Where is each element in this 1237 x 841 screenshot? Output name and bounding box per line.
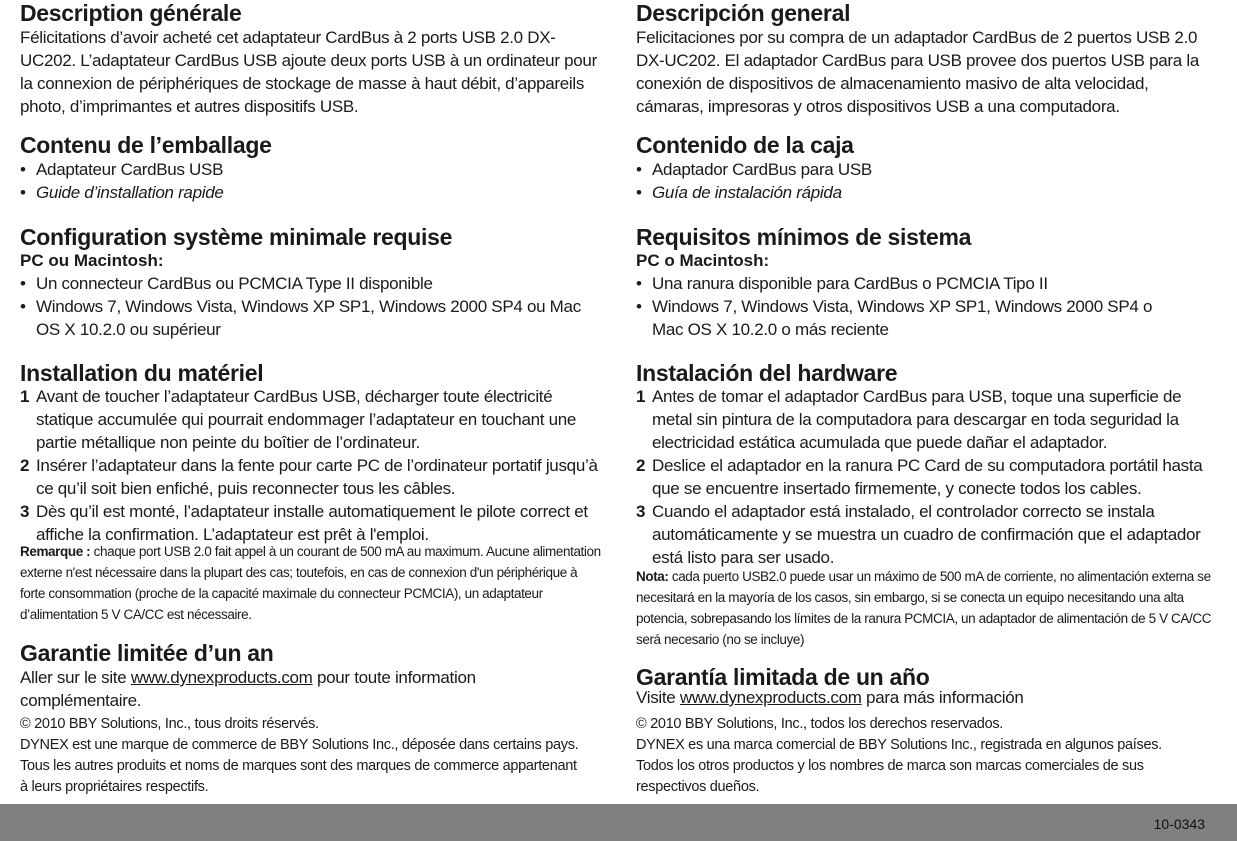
overview-title-fr: Description générale bbox=[20, 0, 242, 26]
warranty-title-fr: Garantie limitée d’un an bbox=[20, 640, 274, 666]
requirements-title-es: Requisitos mínimos de sistema bbox=[636, 224, 972, 250]
warranty-text-fr bbox=[20, 666, 540, 712]
step-item bbox=[20, 500, 600, 546]
document-code: 10-0343 bbox=[1153, 816, 1205, 832]
package-list-fr bbox=[20, 158, 600, 204]
package-item-fr-1: Adaptateur CardBus USB bbox=[36, 160, 224, 179]
package-item-es-2: Guía de instalación rápida bbox=[652, 183, 842, 202]
requirements-item-es-2: Windows 7, Windows Vista, Windows XP SP1, Windows 2000 SP4 o Mac OS X 10.2.0 o más reciente bbox=[652, 297, 1153, 339]
install-steps-es bbox=[636, 385, 1221, 569]
requirements-item-fr-2: Windows 7, Windows Vista, Windows XP SP1, Windows 2000 SP4 ou Mac OS X 10.2.0 ou supérieur bbox=[36, 297, 581, 339]
package-title-fr: Contenu de l’emballage bbox=[20, 132, 272, 158]
warranty-post-fr: pour toute information complémentaire. bbox=[20, 668, 476, 710]
step-text: Deslice el adaptador en la ranura PC Card de su computadora portátil hasta que se encuentre insertado firmemente, y conecte todos los cables. bbox=[652, 456, 1203, 498]
overview-text-es: Felicitaciones por su compra de un adaptador CardBus de 2 puertos USB 2.0 DX-UC202. El adaptador CardBus para USB provee dos puertos USB para la conexión de dispositivos de almacenamiento masivo de alta velocidad, cámaras, impresoras y otros dispositivos USB a una computadora. bbox=[636, 28, 1199, 116]
step-number: 1 bbox=[20, 387, 30, 406]
warranty-pre-es: Visite bbox=[636, 688, 680, 707]
copyright-es: © 2010 BBY Solutions, Inc., todos los derechos reservados. bbox=[636, 716, 1004, 732]
list-item: • Guide d’installation rapide bbox=[20, 183, 224, 202]
website-link-fr[interactable]: www.dynexproducts.com bbox=[130, 668, 313, 687]
requirements-list-fr bbox=[20, 272, 600, 341]
note-es bbox=[636, 566, 1221, 650]
package-title-es: Contenido de la caja bbox=[636, 132, 854, 158]
step-item bbox=[636, 454, 1221, 500]
step-number: 3 bbox=[636, 502, 646, 521]
requirements-title-fr: Configuration système minimale requise bbox=[20, 224, 453, 250]
step-item bbox=[636, 385, 1221, 454]
install-title-fr: Installation du matériel bbox=[20, 360, 264, 386]
overview-title-es: Descripción general bbox=[636, 0, 851, 26]
note-text-fr: chaque port USB 2.0 fait appel à un courant de 500 mA au maximum. Aucune alimentation externe n'est nécessaire dans la plupart des cas; toutefois, en cas de connexion d'un périphérique à forte consommation (proche de la capacité maximale du connecteur PCMCIA), un adaptateur d’alimentation 5 V CA/CC est nécessaire. bbox=[20, 544, 601, 622]
step-text: Avant de toucher l’adaptateur CardBus USB, décharger toute électricité statique accumulée qui pourrait endommager l’adaptateur en touchant une partie métallique non peinte du boîtier de l’ordinateur. bbox=[36, 387, 577, 452]
trademark-fr: DYNEX est une marque de commerce de BBY Solutions Inc., déposée dans certains pays. Tous les autres produits et noms de marques sont des marques de commerce appartenant à leurs propriétaires respectifs. bbox=[20, 737, 579, 795]
step-number: 3 bbox=[20, 502, 30, 521]
list-item: • Un connecteur CardBus ou PCMCIA Type II disponible bbox=[20, 274, 433, 293]
website-link-es[interactable]: www.dynexproducts.com bbox=[679, 688, 862, 707]
package-list-es bbox=[636, 158, 1216, 204]
step-item bbox=[636, 500, 1221, 569]
list-item: • Guía de instalación rápida bbox=[636, 183, 842, 202]
trademark-es: DYNEX es una marca comercial de BBY Solutions Inc., registrada en algunos países. Todos los otros productos y los nombres de marca son marcas comerciales de sus respectivos dueños. bbox=[636, 737, 1162, 795]
step-text: Insérer l’adaptateur dans la fente pour carte PC de l’ordinateur portatif jusqu’à ce qu’il soit bien enfiché, puis reconnecter tous les câbles. bbox=[36, 456, 598, 498]
list-item: • Adaptador CardBus para USB bbox=[636, 160, 872, 179]
note-label-es: Nota: bbox=[636, 569, 669, 584]
step-text: Antes de tomar el adaptador CardBus para USB, toque una superficie de metal sin pintura de la computadora para descargar en toda seguridad la electricidad estática acumulada que puede dañar el adaptador. bbox=[652, 387, 1182, 452]
warranty-pre-fr: Aller sur le site bbox=[20, 668, 131, 687]
step-item bbox=[20, 385, 600, 454]
install-steps-fr bbox=[20, 385, 600, 546]
step-number: 1 bbox=[636, 387, 646, 406]
package-item-fr-2: Guide d’installation rapide bbox=[36, 183, 224, 202]
list-item: • Windows 7, Windows Vista, Windows XP SP1, Windows 2000 SP4 o Mac OS X 10.2.0 o más reciente bbox=[636, 297, 1153, 339]
copyright-fr: © 2010 BBY Solutions, Inc., tous droits réservés. bbox=[20, 716, 319, 732]
requirements-sub-es: PC o Macintosh: bbox=[636, 251, 770, 270]
requirements-item-fr-1: Un connecteur CardBus ou PCMCIA Type II disponible bbox=[36, 274, 433, 293]
warranty-title-es: Garantía limitada de un año bbox=[636, 664, 930, 690]
step-text: Dès qu’il est monté, l’adaptateur installe automatiquement le pilote correct et affiche la confirmation. L’adaptateur est prêt à l'emploi. bbox=[36, 502, 588, 544]
install-title-es: Instalación del hardware bbox=[636, 360, 898, 386]
step-item bbox=[20, 454, 600, 500]
list-item: • Adaptateur CardBus USB bbox=[20, 160, 224, 179]
note-label-fr: Remarque : bbox=[20, 544, 91, 559]
requirements-item-es-1: Una ranura disponible para CardBus o PCMCIA Tipo II bbox=[652, 274, 1048, 293]
package-item-es-1: Adaptador CardBus para USB bbox=[652, 160, 872, 179]
step-number: 2 bbox=[20, 456, 30, 475]
note-fr bbox=[20, 541, 602, 625]
warranty-text-es bbox=[636, 686, 1216, 709]
note-text-es: cada puerto USB2.0 puede usar un máximo de 500 mA de corriente, no alimentación externa se necesitará en la mayoría de los casos, sin embargo, si se conecta un equipo necesitando una alta potencia, sobrepasando los límites de la ranura PCMCIA, un adaptador de alimentación de 5 V CA/CC será necesario (no se incluye) bbox=[636, 569, 1212, 647]
footer-bar bbox=[0, 804, 1237, 841]
overview-text-fr: Félicitations d’avoir acheté cet adaptateur CardBus à 2 ports USB 2.0 DX-UC202. L’adaptateur CardBus USB ajoute deux ports USB à un ordinateur pour la connexion de périphériques de stockage de masse à haut débit, d’appareils photo, d’imprimantes et autres dispositifs USB. bbox=[20, 28, 597, 116]
step-text: Cuando el adaptador está instalado, el controlador correcto se instala automáticamente y se muestra un cuadro de confirmación que el adaptador está listo para ser usado. bbox=[652, 502, 1201, 567]
step-number: 2 bbox=[636, 456, 646, 475]
warranty-post-es: para más información bbox=[861, 688, 1024, 707]
list-item: • Windows 7, Windows Vista, Windows XP SP1, Windows 2000 SP4 ou Mac OS X 10.2.0 ou supérieur bbox=[20, 297, 581, 339]
requirements-list-es bbox=[636, 272, 1166, 341]
requirements-sub-fr: PC ou Macintosh: bbox=[20, 251, 164, 270]
list-item: • Una ranura disponible para CardBus o PCMCIA Tipo II bbox=[636, 274, 1048, 293]
